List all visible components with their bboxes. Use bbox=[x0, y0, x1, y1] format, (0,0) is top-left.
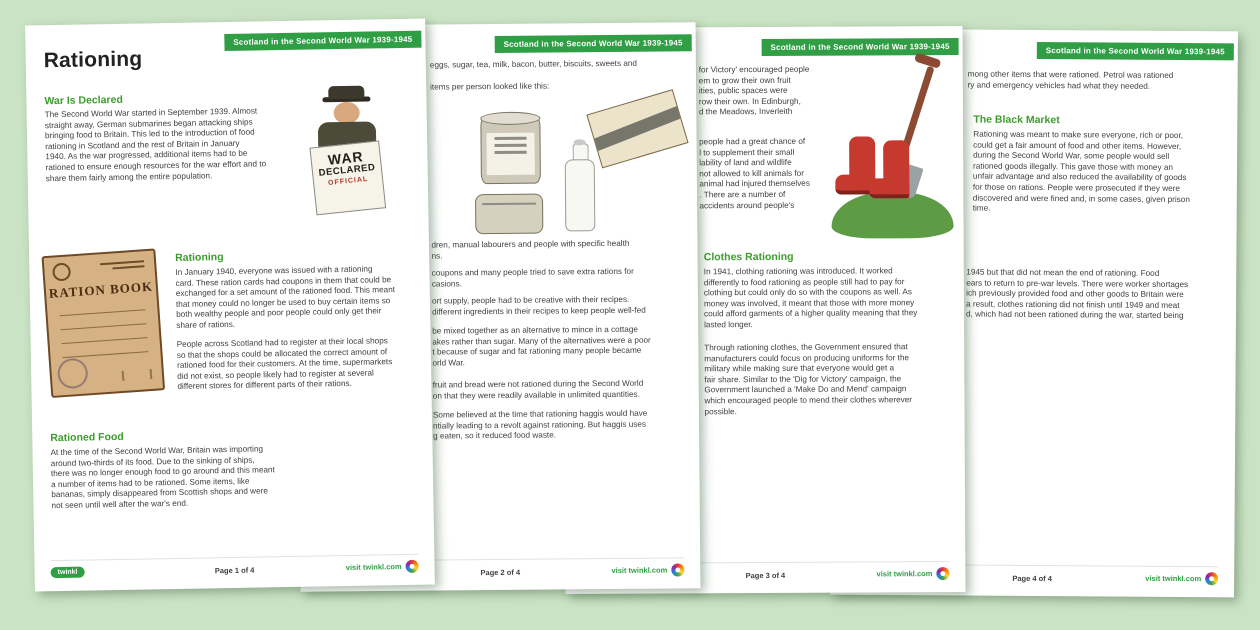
dig-for-victory-paragraph-fragment: for Victory' encouraged people em to grow their own fruit ities, public spaces were row their own. In Edinburgh, d the Meadows, Inverleith bbox=[698, 64, 810, 117]
tin-lid-line bbox=[482, 203, 536, 205]
serial-mark bbox=[122, 369, 153, 381]
newspaper-headline: DECLARED bbox=[318, 162, 376, 179]
series-banner: Scotland in the Second World War 1939-1945 bbox=[1037, 42, 1234, 60]
alternatives-paragraph-fragment: be mixed together as an alternative to mince in a cottage akes rather than sugar. Many of the alternatives were a poor t because of sugar and fat rationing many people became orld War. bbox=[432, 324, 651, 368]
rationing-paragraph-2: People across Scotland had to register at their local shops so that the shops could be allocated the correct amount of rationed food for their customers. At the time, supermarkets did not exist, so people likely had to register at several different stores for different parts of their rations. bbox=[176, 336, 393, 392]
hat-icon bbox=[328, 86, 364, 100]
extra-rations-paragraph-fragment: dren, manual labourers and people with specific health ns. bbox=[431, 238, 630, 261]
unrationed-foods-paragraph-fragment: fruit and bread were not rationed during the Second World on that they were readily available in unlimited quantities. bbox=[432, 378, 644, 401]
visit-twinkl-text[interactable]: visit twinkl.com bbox=[876, 569, 933, 579]
visit-twinkl-text[interactable]: visit twinkl.com bbox=[345, 562, 402, 573]
black-market-paragraph: Rationing was meant to make sure everyone, rich or poor, could get a fair amount of food and other items. However, during the Second World War, some people would sell rationed goods illegally. This gave those with money an unfair advantage and also reduced the availability of goods for those on rations. People were prosecuted if they were discovered and were fined and, in some cases, given prison time. bbox=[972, 129, 1190, 213]
saving-rations-paragraph-fragment: coupons and many people tried to save extra rations for casions. bbox=[431, 266, 634, 289]
series-banner: Scotland in the Second World War 1939-1945 bbox=[761, 38, 958, 56]
ration-book-line bbox=[60, 309, 146, 316]
weekly-rations-intro-fragment: items per person looked like this: bbox=[430, 81, 550, 92]
wellington-boot-right-icon bbox=[883, 140, 909, 198]
visit-twinkl-link[interactable] bbox=[346, 560, 419, 574]
label-text-line bbox=[495, 144, 527, 147]
page-number-label: Page 1 of 4 bbox=[214, 565, 255, 576]
ration-book-illustration bbox=[41, 248, 165, 398]
page-number-label: Page 3 of 4 bbox=[745, 570, 786, 581]
stamp-icon bbox=[54, 354, 92, 392]
food-can-label bbox=[486, 133, 534, 175]
food-can-illustration bbox=[480, 116, 541, 185]
ration-book-title: RATION BOOK bbox=[48, 278, 154, 301]
food-can-lid bbox=[480, 112, 540, 126]
newspaper-headline: WAR bbox=[327, 148, 365, 168]
book-decorative-bar bbox=[100, 260, 144, 265]
heading-rationed-food: Rationed Food bbox=[50, 430, 124, 445]
series-banner: Scotland in the Second World War 1939-1945 bbox=[224, 31, 421, 51]
visit-twinkl-link[interactable] bbox=[1145, 572, 1218, 586]
page-number-label: Page 2 of 4 bbox=[480, 567, 521, 578]
visit-twinkl-link[interactable] bbox=[611, 563, 684, 577]
rationed-items-paragraph-fragment: eggs, sugar, tea, milk, bacon, butter, biscuits, sweets and bbox=[429, 58, 637, 70]
clothes-rationing-paragraph-2: Through rationing clothes, the Government ensured that manufacturers could focus on producing uniforms for the military while making sure that everyone would get a fair share. Similar to the 'Dig for Victory' campaign, the Government launched a 'Make Do and Mend' campaign which encouraged people to mend their clothes wherever possible. bbox=[704, 342, 913, 416]
visit-twinkl-text[interactable]: visit twinkl.com bbox=[611, 565, 668, 576]
war-declared-paragraph: The Second World War started in September 1939. Almost straight away, German submarines began attacking ships bringing food to Britain. This led to the introduction of food rationing in Scotland and the rest of Britain in January 1940. As the war progressed, additional items had to be rationed to ensure enough resources for the war effort and to share them fairly among the entire population. bbox=[44, 106, 267, 183]
ration-book-line bbox=[63, 351, 149, 358]
heading-the-black-market: The Black Market bbox=[973, 113, 1060, 127]
grass-mound-icon bbox=[831, 192, 953, 239]
recipes-paragraph-fragment: ort supply, people had to be creative with their recipes. different ingredients in their recipes to keep people well-fed bbox=[431, 294, 646, 317]
label-text-line bbox=[495, 137, 527, 140]
page-title: Rationing bbox=[43, 47, 143, 73]
twinkl-rainbow-logo-icon bbox=[936, 567, 949, 580]
newspaper-seller-illustration bbox=[302, 85, 396, 229]
series-banner: Scotland in the Second World War 1939-1945 bbox=[495, 34, 692, 53]
label-text-line bbox=[495, 151, 527, 154]
heading-war-is-declared: War Is Declared bbox=[44, 93, 123, 108]
clothes-rationing-paragraph-1: In 1941, clothing rationing was introduced. It worked differently to food rationing as people still had to pay for clothing but could only do so with the coupons as well. As money was involved, it meant that those with more money could afford garments of a higher quality meaning that they lasted longer. bbox=[703, 266, 918, 330]
ministry-emblem-icon bbox=[52, 262, 71, 281]
heading-clothes-rationing: Clothes Rationing bbox=[703, 250, 794, 264]
book-decorative-bar bbox=[112, 265, 144, 269]
visit-twinkl-text[interactable]: visit twinkl.com bbox=[1145, 573, 1202, 584]
page-footer bbox=[50, 554, 418, 583]
heading-rationing: Rationing bbox=[175, 251, 224, 264]
twinkl-rainbow-logo-icon bbox=[1205, 572, 1218, 585]
page-1 bbox=[25, 19, 435, 592]
twinkl-logo: twinkl bbox=[51, 567, 85, 579]
visit-twinkl-link[interactable] bbox=[876, 567, 949, 580]
wildlife-paragraph-fragment: people had a great chance of l to supplement their small lability of land and wildlife not allowed to kill animals for animal had injured themselves . There are a number of accidents around people's bbox=[699, 136, 810, 210]
rationed-food-paragraph: At the time of the Second World War, Britain was importing around two-thirds of its food. Due to the sinking of ships, there was no longer enough food to go around and this meant a number of items had to be rationed. Some items, like bananas, simply disappeared from Scottish shops and were not seen until well after the war's end. bbox=[50, 444, 275, 511]
ration-book-line bbox=[62, 337, 148, 344]
petrol-paragraph-fragment: mong other items that were rationed. Petrol was rationed ry and emergency vehicles had what they needed. bbox=[967, 69, 1174, 91]
end-of-rationing-paragraph-fragment: 1945 but that did not mean the end of rationing. Food ears to return to pre-war levels. There were worker shortages ich previously provided food and other goods to Britain were a result, clothes rationing did not finish until 1949 and meat d, which had not been rationed during the war, started being bbox=[965, 267, 1189, 321]
haggis-paragraph-fragment: Some believed at the time that rationing haggis would have ntially leading to a revolt against rationing. But haggis uses g eaten, so it reduced food waste. bbox=[432, 408, 648, 441]
weekly-rations-illustration bbox=[474, 98, 685, 240]
food-box-label-band bbox=[587, 101, 689, 153]
page-number-label: Page 4 of 4 bbox=[1012, 573, 1052, 584]
food-box-illustration bbox=[586, 89, 688, 168]
milk-bottle-body bbox=[565, 159, 596, 231]
twinkl-rainbow-logo-icon bbox=[671, 563, 684, 576]
rationing-paragraph-1: In January 1940, everyone was issued with a rationing card. These ration cards had coupons in them that could be exchanged for a set amount of the rationed food. This meant that money could no longer be used to buy certain items so both wealthy people and poor people could only get their share of rations. bbox=[175, 264, 396, 330]
newspaper-subheadline: OFFICIAL bbox=[327, 175, 369, 187]
newspaper-icon bbox=[309, 140, 386, 215]
ration-book-line bbox=[61, 323, 147, 330]
twinkl-rainbow-logo-icon bbox=[405, 560, 418, 573]
milk-bottle-illustration bbox=[565, 141, 596, 233]
sardine-tin-illustration bbox=[475, 194, 543, 235]
wellies-and-fork-illustration bbox=[831, 56, 954, 239]
